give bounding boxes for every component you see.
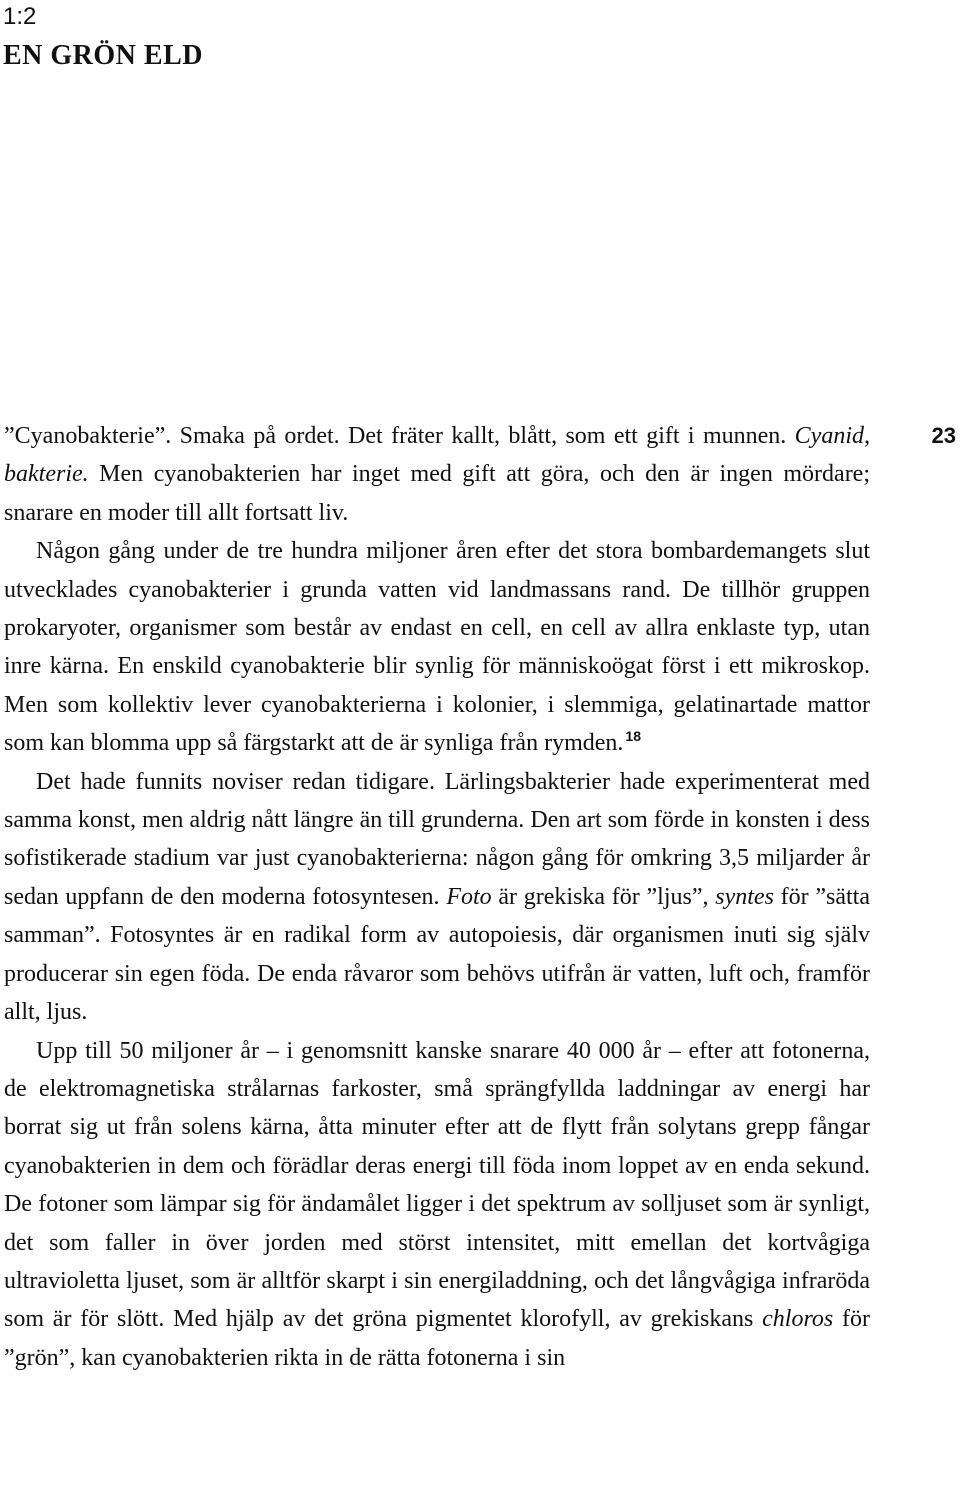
text-run: Upp till 50 miljoner år – i genomsnitt kanske snarare 40 000 år – efter att fotonerna, de elektromagnetiska strålarnas farkoster, små sprängfyllda laddningar av energi har borrat sig ut från solens kärna, åtta minuter efter att de flytt från solytans grepp fångar cyanobakterien in dem och förädlar deras energi till föda inom loppet av en enda sekund. De fotoner som lämpar sig för ändamålet ligger i det spektrum av solljuset som är synligt, det som faller in över jorden med störst intensitet, mitt emellan det kortvågiga ultravioletta ljuset, som är alltför skarpt i sin energiladdning, och det långvågiga infraröda som är för slött. Med hjälp av det gröna pigmentet klorofyll, av grekiskans (4, 1037, 870, 1333)
chapter-number: 1:2 (3, 3, 37, 30)
chapter-title: EN GRÖN ELD (3, 40, 203, 71)
text-run: Det hade funnits noviser redan tidigare. Lärlingsbakterier hade experimenterat med samma konst, men aldrig nått längre än till grunderna. Den art som förde in konsten i dess sofistikerade stadium var just cyanobakterierna: någon gång för omkring 3,5 miljarder år sedan uppfann de den moderna fotosyntesen. (4, 768, 870, 910)
paragraph (4, 1032, 870, 1378)
text-run: för ”sätta samman”. Fotosyntes är en radikal form av autopoiesis, där organismen inuti sig själv producerar sin egen föda. De enda råvaror som behövs utifrån är vatten, luft och, framför allt, ljus. (4, 883, 870, 1026)
body-text (4, 417, 870, 1377)
text-run: för ”grön”, kan cyanobakterien rikta in de rätta fotonerna i sin (4, 1306, 871, 1371)
text-run: ”Cyanobakterie”. Smaka på ordet. Det fräter kallt, blått, som ett gift i munnen. (4, 423, 795, 449)
text-run: Någon gång under de tre hundra miljoner åren efter det stora bombardemangets slut utvecklades cyanobakterier i grunda vatten vid landmassans rand. De tillhör gruppen prokaryoter, organismer som består av endast en cell, en cell av allra enklaste typ, utan inre kärna. En enskild cyanobakterie blir synlig för människoögat först i ett mikroskop. Men som kollektiv lever cyanobakterierna i kolonier, i slemmiga, gelatinartade mattor som kan blomma upp så färgstarkt att de är synliga från rymden. (4, 538, 870, 757)
page-number: 23 (931, 423, 956, 448)
text-run: är grekiska för ”ljus”, (491, 883, 716, 910)
paragraph (4, 417, 870, 532)
italic-term: Foto (446, 883, 492, 910)
text-run: Men cyanobakterien har inget med gift att göra, och den är ingen mördare; snarare en moder till allt fortsatt liv. (4, 461, 870, 526)
italic-term: Cyanid, bakterie. (4, 423, 870, 488)
paragraph (4, 763, 870, 1032)
italic-term: chloros (762, 1306, 834, 1333)
footnote-reference: 18 (625, 728, 641, 745)
italic-term: syntes (715, 883, 774, 910)
paragraph (4, 532, 870, 762)
